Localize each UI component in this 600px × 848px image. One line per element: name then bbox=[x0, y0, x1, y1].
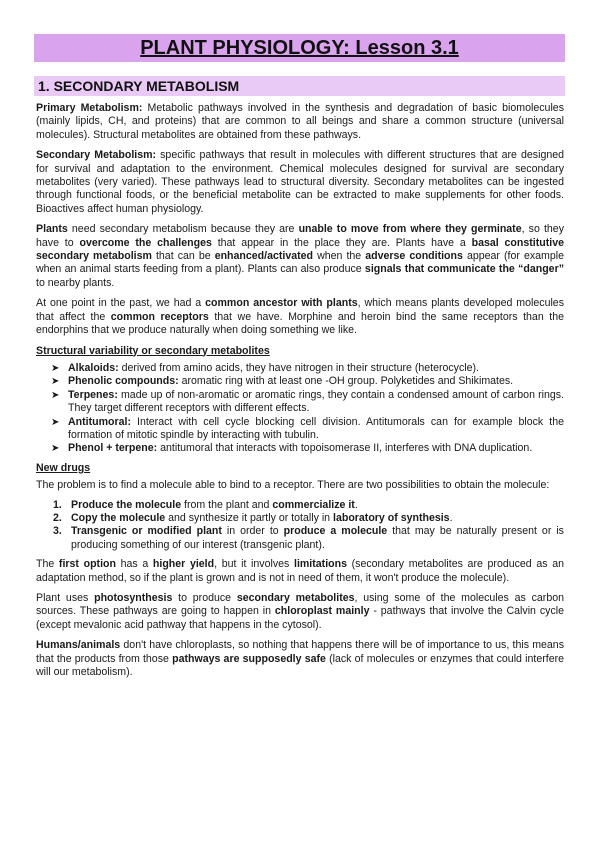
paragraph-common-ancestor: At one point in the past, we had a common ancestor with plants, which means plants developed molecules that affect the common receptors that we have. Morphine and heroin bind the same receptors than the endorphins that we produce naturally when doing something we like. bbox=[36, 297, 564, 337]
list-item: ➤ Antitumoral: Interact with cell cycle blocking cell division. Antitumorals can for example block the formation of mitotic spindle by interacting with tubulin. bbox=[51, 415, 564, 441]
paragraph-secondary-metabolism: Secondary Metabolism: specific pathways that result in molecules with different structures that are designed for survival and adaptation to the environment. Chemical molecules designed for survival are secondary metabolites (very varied). These pathways lead to structural diversity. Secondary metabolites can be ingested through functional foods, or the beneficial metabolite can be extracted to make supplements for other foods. Bioactives affect human physiology. bbox=[36, 149, 565, 215]
paragraph-plants: Plants need secondary metabolism because they are unable to move from where they germinate, so they have to overcome the challenges that appear in the place they are. Plants have a basal constitutive secondary metabolism that can be enhanced/activated when the adverse conditions appear (for example when an animal starts feeding from a plant). Plants can also produce signals that communicate the “danger” to nearby plants. bbox=[36, 223, 564, 289]
list-item: ➤ Terpenes: made up of non-aromatic or aromatic rings, they contain a condensed amount of carbon rings. They target different receptors with different effects. bbox=[51, 388, 564, 415]
paragraph-humans-animals: Humans/animals don't have chloroplasts, so nothing that happens there will be of importance to us, this means that the products from those pathways are supposedly safe (lack of molecules or enzymes that could interfere will our metabolism). bbox=[36, 639, 564, 679]
list-item: 2. Copy the molecule and synthesize it partly or totally in laboratory of synthesis. bbox=[53, 511, 453, 524]
list-item: ➤ Phenol + terpene: antitumoral that interacts with topoisomerase II, interferes with DNA duplication. bbox=[51, 442, 533, 455]
paragraph-primary-metabolism: Primary Metabolism: Metabolic pathways involved in the synthesis and degradation of basic biomolecules (mainly lipids, CH, and proteins) that are common to all beings and share a common structure (universal molecules). Structural metabolites are obtained from these pathways. bbox=[36, 102, 564, 141]
structural-list bbox=[36, 362, 564, 456]
document-body bbox=[36, 102, 564, 686]
section-banner bbox=[34, 76, 565, 96]
list-item: 1. Produce the molecule from the plant and commercialize it. bbox=[53, 498, 358, 511]
arrow-bullet-icon: ➤ bbox=[51, 443, 60, 455]
drug-options-list bbox=[36, 499, 564, 553]
arrow-bullet-icon: ➤ bbox=[51, 362, 60, 374]
paragraph-photosynthesis: Plant uses photosynthesis to produce secondary metabolites, using some of the molecules as carbon sources. These pathways are going to happen in chloroplast mainly - pathways that involve the Calvin cycle (except mevalonic acid pathway that happens in the cytosol). bbox=[36, 592, 564, 631]
structural-variability-heading: Structural variability or secondary metabolites bbox=[36, 344, 270, 357]
paragraph-new-drugs-intro: The problem is to find a molecule able to bind to a receptor. There are two possibilities to obtain the molecule: bbox=[36, 479, 550, 492]
term-primary-metabolism: Primary Metabolism: bbox=[36, 102, 143, 114]
section-title: 1. SECONDARY METABOLISM bbox=[38, 78, 240, 94]
list-item: 3. Transgenic or modified plant in order to produce a molecule that may be naturally present or is producing something of our interest (transgenic plant). bbox=[53, 525, 564, 551]
list-item: ➤ Phenolic compounds: aromatic ring with at least one -OH group. Polyketides and Shikimates. bbox=[51, 375, 514, 388]
arrow-bullet-icon: ➤ bbox=[51, 376, 60, 388]
list-item: ➤ Alkaloids: derived from amino acids, they have nitrogen in their structure (heterocycle). bbox=[51, 361, 479, 374]
page-title: PLANT PHYSIOLOGY: Lesson 3.1 bbox=[140, 36, 459, 59]
term-secondary-metabolism: Secondary Metabolism: bbox=[36, 149, 157, 162]
arrow-bullet-icon: ➤ bbox=[51, 416, 60, 428]
new-drugs-heading: New drugs bbox=[36, 461, 91, 474]
paragraph-first-option: The first option has a higher yield, but it involves limitations (secondary metabolites are produced as an adaptation method, so if the plant is grown and is not in need of them, it won't produce the molecule). bbox=[36, 558, 564, 584]
title-banner bbox=[34, 34, 565, 62]
arrow-bullet-icon: ➤ bbox=[51, 389, 60, 401]
